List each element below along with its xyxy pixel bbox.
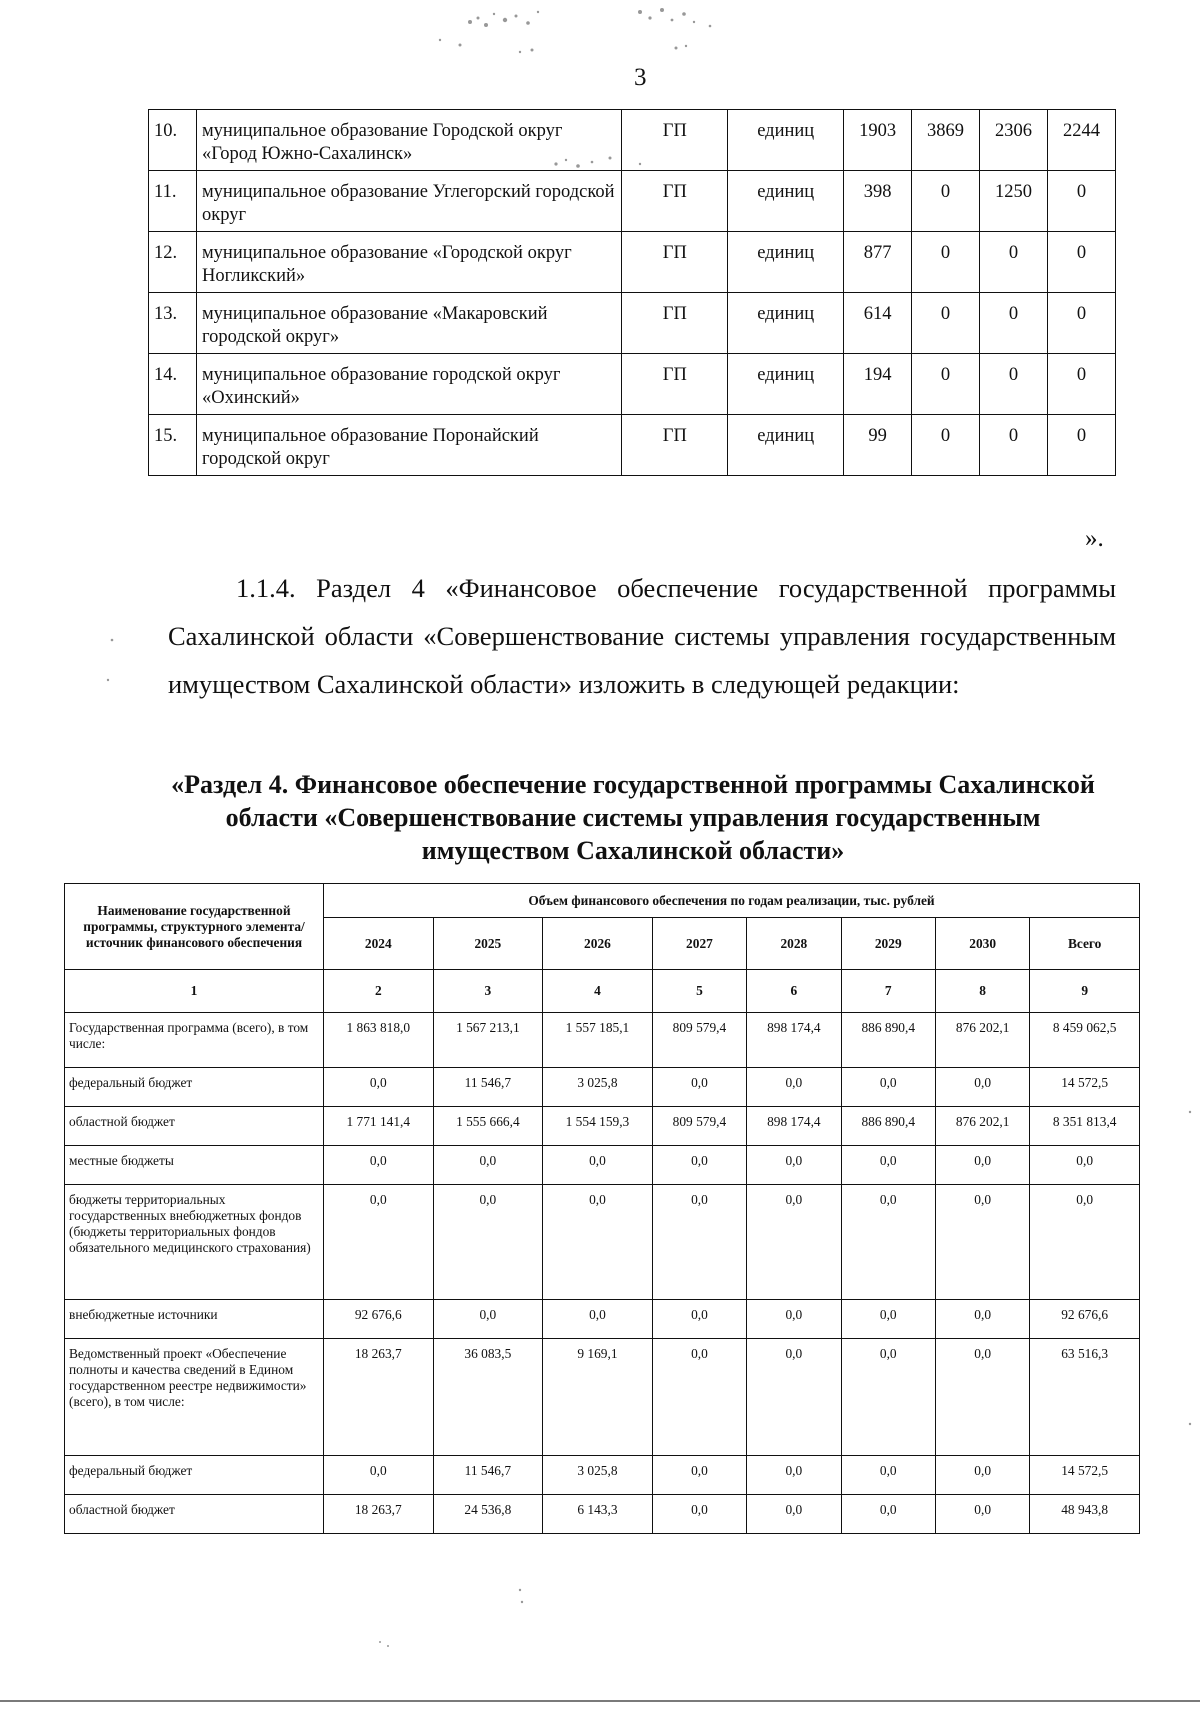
- row-number-cell: 14.: [149, 354, 197, 415]
- funding-value-cell: 3 025,8: [543, 1068, 653, 1107]
- financing-row: [65, 1107, 1140, 1146]
- unit-cell: единиц: [728, 110, 844, 171]
- funding-value-cell: 0,0: [841, 1300, 935, 1339]
- financing-row: [65, 1146, 1140, 1185]
- indicator-row: [149, 232, 1116, 293]
- indicator-table: [148, 109, 1116, 476]
- funding-value-cell: 0,0: [324, 1146, 434, 1185]
- year-header-cell: 2028: [747, 918, 841, 970]
- row-number-cell: 13.: [149, 293, 197, 354]
- indicator-value-cell: 3869: [912, 110, 980, 171]
- indicator-table-body: [149, 110, 1116, 476]
- funding-value-cell: 0,0: [935, 1339, 1029, 1456]
- funding-value-cell: 36 083,5: [433, 1339, 543, 1456]
- funding-value-cell: 0,0: [433, 1300, 543, 1339]
- funding-value-cell: 0,0: [433, 1146, 543, 1185]
- column-number-cell: 3: [433, 970, 543, 1013]
- indicator-value-cell: 0: [912, 354, 980, 415]
- funding-value-cell: 24 536,8: [433, 1495, 543, 1534]
- indicator-value-cell: 1903: [844, 110, 912, 171]
- funding-source-label: областной бюджет: [65, 1495, 324, 1534]
- indicator-value-cell: 0: [980, 293, 1048, 354]
- funding-value-cell: 809 579,4: [652, 1013, 746, 1068]
- closing-quote: ».: [1085, 525, 1104, 552]
- funding-value-cell: 809 579,4: [652, 1107, 746, 1146]
- funding-value-cell: 0,0: [935, 1495, 1029, 1534]
- financing-row: [65, 1495, 1140, 1534]
- program-type-cell: ГП: [622, 293, 728, 354]
- funding-source-label: федеральный бюджет: [65, 1068, 324, 1107]
- page-number: 3: [634, 64, 647, 91]
- funding-value-cell: 1 554 159,3: [543, 1107, 653, 1146]
- municipality-name-cell: муниципальное образование Городской округ «Город Южно-Сахалинск»: [196, 110, 621, 171]
- funding-value-cell: 0,0: [652, 1300, 746, 1339]
- funding-value-cell: 0,0: [652, 1339, 746, 1456]
- funding-value-cell: 0,0: [747, 1339, 841, 1456]
- year-header-cell: 2029: [841, 918, 935, 970]
- year-header-cell: 2024: [324, 918, 434, 970]
- row-number-cell: 12.: [149, 232, 197, 293]
- funding-value-cell: 1 557 185,1: [543, 1013, 653, 1068]
- indicator-value-cell: 0: [912, 293, 980, 354]
- funding-value-cell: 0,0: [433, 1185, 543, 1300]
- funding-value-cell: 0,0: [935, 1300, 1029, 1339]
- column-number-cell: 4: [543, 970, 653, 1013]
- funding-value-cell: 0,0: [935, 1068, 1029, 1107]
- indicator-value-cell: 0: [1047, 354, 1115, 415]
- funding-value-cell: 92 676,6: [1030, 1300, 1140, 1339]
- indicator-value-cell: 0: [912, 232, 980, 293]
- row-number-cell: 15.: [149, 415, 197, 476]
- funding-value-cell: 0,0: [841, 1185, 935, 1300]
- funding-value-cell: 92 676,6: [324, 1300, 434, 1339]
- financing-row: [65, 1456, 1140, 1495]
- funding-value-cell: 14 572,5: [1030, 1456, 1140, 1495]
- funding-value-cell: 18 263,7: [324, 1339, 434, 1456]
- funding-value-cell: 0,0: [841, 1456, 935, 1495]
- section-heading: «Раздел 4. Финансовое обеспечение государственной программы Сахалинской области «Совершенствование системы управления государственным имуществом Сахалинской области»: [171, 770, 1095, 865]
- funding-source-label: бюджеты территориальных государственных внебюджетных фондов (бюджеты территориальных фондов обязательного медицинского страхования): [65, 1185, 324, 1300]
- header-volume-cell: Объем финансового обеспечения по годам реализации, тыс. рублей: [324, 884, 1140, 918]
- funding-value-cell: 0,0: [652, 1185, 746, 1300]
- funding-value-cell: 0,0: [543, 1146, 653, 1185]
- funding-value-cell: 0,0: [543, 1300, 653, 1339]
- indicator-row: [149, 293, 1116, 354]
- funding-value-cell: 0,0: [1030, 1146, 1140, 1185]
- funding-value-cell: 0,0: [652, 1068, 746, 1107]
- year-header-cell: 2026: [543, 918, 653, 970]
- financing-row: [65, 1339, 1140, 1456]
- funding-value-cell: 11 546,7: [433, 1456, 543, 1495]
- funding-value-cell: 0,0: [747, 1068, 841, 1107]
- municipality-name-cell: муниципальное образование Углегорский городской округ: [196, 171, 621, 232]
- municipality-name-cell: муниципальное образование «Макаровский городской округ»: [196, 293, 621, 354]
- program-type-cell: ГП: [622, 171, 728, 232]
- indicator-value-cell: 0: [980, 354, 1048, 415]
- funding-value-cell: 0,0: [324, 1185, 434, 1300]
- funding-value-cell: 0,0: [1030, 1185, 1140, 1300]
- column-number-cell: 8: [935, 970, 1029, 1013]
- row-number-cell: 10.: [149, 110, 197, 171]
- row-number-cell: 11.: [149, 171, 197, 232]
- funding-value-cell: 0,0: [841, 1146, 935, 1185]
- financing-table-head: [65, 884, 1140, 1013]
- column-number-row: [65, 970, 1140, 1013]
- funding-value-cell: 6 143,3: [543, 1495, 653, 1534]
- unit-cell: единиц: [728, 232, 844, 293]
- indicator-row: [149, 171, 1116, 232]
- indicator-value-cell: 1250: [980, 171, 1048, 232]
- program-type-cell: ГП: [622, 354, 728, 415]
- funding-value-cell: 0,0: [747, 1456, 841, 1495]
- funding-source-label: федеральный бюджет: [65, 1456, 324, 1495]
- indicator-value-cell: 398: [844, 171, 912, 232]
- funding-value-cell: 0,0: [935, 1456, 1029, 1495]
- funding-value-cell: 886 890,4: [841, 1107, 935, 1146]
- funding-value-cell: 3 025,8: [543, 1456, 653, 1495]
- funding-value-cell: 0,0: [747, 1146, 841, 1185]
- column-number-cell: 1: [65, 970, 324, 1013]
- funding-value-cell: 48 943,8: [1030, 1495, 1140, 1534]
- indicator-value-cell: 2306: [980, 110, 1048, 171]
- funding-value-cell: 0,0: [324, 1456, 434, 1495]
- unit-cell: единиц: [728, 171, 844, 232]
- funding-value-cell: 876 202,1: [935, 1107, 1029, 1146]
- municipality-name-cell: муниципальное образование городской округ «Охинский»: [196, 354, 621, 415]
- municipality-name-cell: муниципальное образование Поронайский городской округ: [196, 415, 621, 476]
- amendment-paragraph: 1.1.4. Раздел 4 «Финансовое обеспечение государственной программы Сахалинской области «Совершенствование системы управления государственным имуществом Сахалинской области» изложить в следующей редакции:: [168, 573, 1116, 699]
- funding-value-cell: 1 555 666,4: [433, 1107, 543, 1146]
- program-type-cell: ГП: [622, 232, 728, 293]
- indicator-value-cell: 0: [980, 232, 1048, 293]
- program-type-cell: ГП: [622, 110, 728, 171]
- funding-value-cell: 0,0: [841, 1495, 935, 1534]
- column-number-cell: 2: [324, 970, 434, 1013]
- funding-value-cell: 14 572,5: [1030, 1068, 1140, 1107]
- funding-source-label: областной бюджет: [65, 1107, 324, 1146]
- indicator-value-cell: 0: [1047, 232, 1115, 293]
- funding-source-label: Ведомственный проект «Обеспечение полноты и качества сведений в Едином государственном реестре недвижимости» (всего), в том числе:: [65, 1339, 324, 1456]
- funding-value-cell: 898 174,4: [747, 1013, 841, 1068]
- municipality-name-cell: муниципальное образование «Городской округ Ногликский»: [196, 232, 621, 293]
- funding-value-cell: 0,0: [747, 1495, 841, 1534]
- indicator-value-cell: 0: [1047, 171, 1115, 232]
- financing-row: [65, 1300, 1140, 1339]
- financing-row: [65, 1013, 1140, 1068]
- column-number-cell: 7: [841, 970, 935, 1013]
- funding-source-label: Государственная программа (всего), в том числе:: [65, 1013, 324, 1068]
- unit-cell: единиц: [728, 293, 844, 354]
- financing-row: [65, 1068, 1140, 1107]
- funding-value-cell: 8 351 813,4: [1030, 1107, 1140, 1146]
- funding-value-cell: 0,0: [652, 1495, 746, 1534]
- funding-value-cell: 0,0: [324, 1068, 434, 1107]
- funding-value-cell: 876 202,1: [935, 1013, 1029, 1068]
- financing-table-body: [65, 1013, 1140, 1534]
- indicator-value-cell: 2244: [1047, 110, 1115, 171]
- funding-value-cell: 0,0: [841, 1068, 935, 1107]
- program-type-cell: ГП: [622, 415, 728, 476]
- indicator-value-cell: 194: [844, 354, 912, 415]
- funding-value-cell: 0,0: [935, 1185, 1029, 1300]
- indicator-value-cell: 0: [912, 171, 980, 232]
- funding-value-cell: 9 169,1: [543, 1339, 653, 1456]
- indicator-row: [149, 415, 1116, 476]
- funding-source-label: местные бюджеты: [65, 1146, 324, 1185]
- funding-value-cell: 11 546,7: [433, 1068, 543, 1107]
- indicator-value-cell: 0: [1047, 293, 1115, 354]
- indicator-row: [149, 110, 1116, 171]
- funding-value-cell: 0,0: [652, 1146, 746, 1185]
- indicator-row: [149, 354, 1116, 415]
- column-number-cell: 6: [747, 970, 841, 1013]
- financing-table: [64, 883, 1140, 1534]
- funding-value-cell: 0,0: [935, 1146, 1029, 1185]
- funding-value-cell: 898 174,4: [747, 1107, 841, 1146]
- indicator-value-cell: 877: [844, 232, 912, 293]
- indicator-value-cell: 614: [844, 293, 912, 354]
- year-header-cell: 2025: [433, 918, 543, 970]
- year-header-cell: Всего: [1030, 918, 1140, 970]
- financing-row: [65, 1185, 1140, 1300]
- header-name-cell: Наименование государственной программы, структурного элемента/источник финансового обеспечения: [65, 884, 324, 970]
- funding-source-label: внебюджетные источники: [65, 1300, 324, 1339]
- funding-value-cell: 1 567 213,1: [433, 1013, 543, 1068]
- funding-value-cell: 0,0: [747, 1185, 841, 1300]
- column-number-cell: 5: [652, 970, 746, 1013]
- indicator-value-cell: 0: [1047, 415, 1115, 476]
- funding-value-cell: 18 263,7: [324, 1495, 434, 1534]
- funding-value-cell: 63 516,3: [1030, 1339, 1140, 1456]
- financing-header-row: [65, 884, 1140, 918]
- funding-value-cell: 1 863 818,0: [324, 1013, 434, 1068]
- funding-value-cell: 1 771 141,4: [324, 1107, 434, 1146]
- year-header-cell: 2030: [935, 918, 1029, 970]
- unit-cell: единиц: [728, 354, 844, 415]
- funding-value-cell: 0,0: [841, 1339, 935, 1456]
- funding-value-cell: 0,0: [652, 1456, 746, 1495]
- unit-cell: единиц: [728, 415, 844, 476]
- indicator-value-cell: 99: [844, 415, 912, 476]
- funding-value-cell: 0,0: [747, 1300, 841, 1339]
- column-number-cell: 9: [1030, 970, 1140, 1013]
- funding-value-cell: 886 890,4: [841, 1013, 935, 1068]
- indicator-value-cell: 0: [912, 415, 980, 476]
- indicator-value-cell: 0: [980, 415, 1048, 476]
- funding-value-cell: 0,0: [543, 1185, 653, 1300]
- year-header-cell: 2027: [652, 918, 746, 970]
- funding-value-cell: 8 459 062,5: [1030, 1013, 1140, 1068]
